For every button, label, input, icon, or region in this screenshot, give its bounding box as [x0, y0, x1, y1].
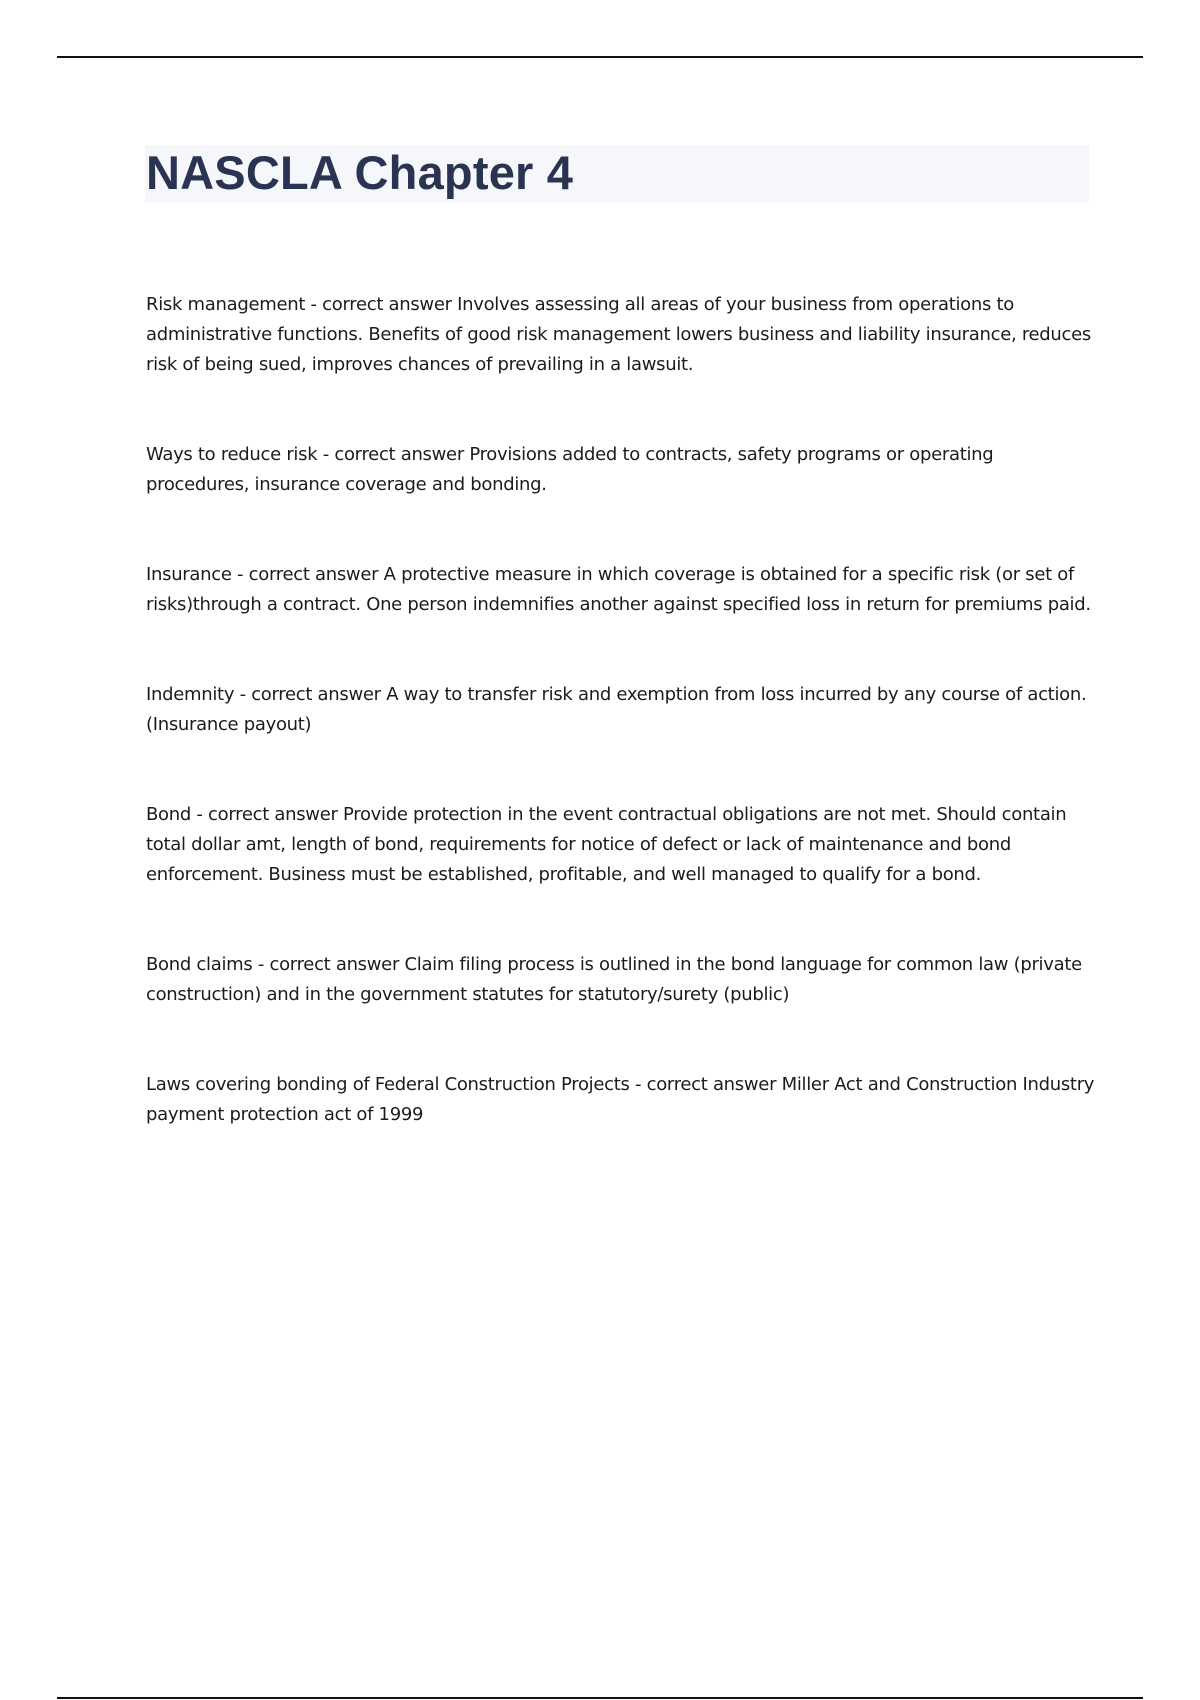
flashcard-entry-indemnity: Indemnity - correct answer A way to transfer risk and exemption from loss incurred by any course of action. (Insurance payout) — [146, 684, 1087, 735]
flashcard-entry-insurance: Insurance - correct answer A protective measure in which coverage is obtained for a specific risk (or set of risks)through a contract. One person indemnifies another against specified loss in return for premiums paid. — [146, 564, 1091, 615]
flashcard-entry-ways-to-reduce-risk: Ways to reduce risk - correct answer Provisions added to contracts, safety programs or operating procedures, insurance coverage and bonding. — [146, 444, 994, 495]
bottom-rule — [57, 1697, 1143, 1699]
flashcard-entry-bond: Bond - correct answer Provide protection in the event contractual obligations are not met. Should contain total dollar amt, length of bond, requirements for notice of defect or lack of maintenance and bond enforcement. Business must be established, profitable, and well managed to qualify for a bond. — [146, 804, 1067, 885]
flashcard-list — [146, 290, 1096, 1190]
flashcard-entry-bond-claims: Bond claims - correct answer Claim filing process is outlined in the bond language for common law (private construction) and in the government statutes for statutory/surety (public) — [146, 954, 1082, 1005]
top-rule — [57, 56, 1143, 58]
flashcard-entry-risk-management: Risk management - correct answer Involves assessing all areas of your business from operations to administrative functions. Benefits of good risk management lowers business and liability insurance, reduces risk of being sued, improves chances of prevailing in a lawsuit. — [146, 294, 1091, 375]
flashcard-entry-federal-bonding-laws: Laws covering bonding of Federal Construction Projects - correct answer Miller Act and Construction Industry payment protection act of 1999 — [146, 1074, 1095, 1125]
document-title: NASCLA Chapter 4 — [146, 146, 574, 199]
